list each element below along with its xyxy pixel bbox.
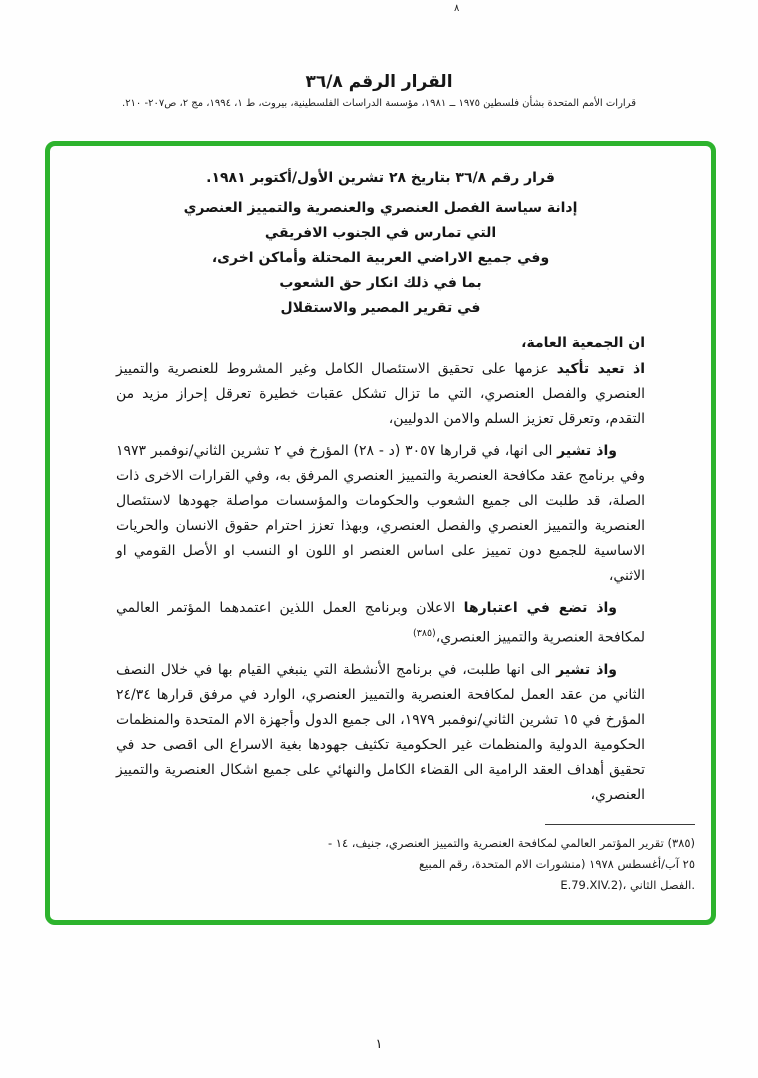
paragraph-text: الاعلان وبرنامج العمل اللذين اعتمدهما المؤتمر العالمي لمكافحة العنصرية والتمييز العنصري، — [116, 600, 645, 646]
body-paragraph — [116, 357, 645, 432]
paragraph-lead: واذ تشير — [556, 661, 617, 678]
resolution-number-title: القرار الرقم ٣٦/٨ — [305, 72, 453, 92]
resolution-date-line: قرار رقم ٣٦/٨ بتاريخ ٢٨ تشرين الأول/أكتوبر ١٩٨١. — [206, 170, 555, 186]
resolution-heading-line: بما في ذلك انكار حق الشعوب — [279, 275, 482, 291]
footnote-line: ٢٥ آب/أغسطس ١٩٧٨ (منشورات الام المتحدة، رقم المبيع — [418, 856, 695, 871]
resolution-heading-line: في تقرير المصير والاستقلال — [280, 300, 481, 316]
body-paragraph — [116, 596, 645, 651]
resolution-heading-line: التي تمارس في الجنوب الافريقي — [264, 225, 497, 241]
paragraph-text: الى انها طلبت، في برنامج الأنشطة التي ينبغي القيام بها في خلال النصف الثاني من عقد العمل لمكافحة العنصرية والتمييز العنصري، الوارد في مرفق قرارها ٢٤/٣٤ المؤرخ في ١٥ تشرين الثاني/نوفمبر ١٩٧٩، الى جميع الدول وأجهزة الام المتحدة والمنظمات الحكومية الدولية والمنظمات غير الحكومية تكثيف جهودها بغية الاسراع الى اقصى حد في تحقيق أهداف العقد الرامية الى القضاء الكامل والنهائي على جميع اشكال العنصرية والتمييز العنصري، — [116, 661, 645, 803]
source-citation: قرارات الأمم المتحدة بشأن فلسطين ١٩٧٥ ــ ١٩٨١، مؤسسة الدراسات الفلسطينية، بيروت، ط ١، ١٩٩٤، مج ٢، ص٢٠٧- ٢١٠. — [122, 98, 636, 109]
footnote-line: (٣٨٥) تقرير المؤتمر العالمي لمكافحة العنصرية والتمييز العنصري، جنيف، ١٤ - — [327, 835, 695, 850]
paragraph-lead: واذ تضع في اعتبارها — [463, 600, 618, 616]
footnote — [327, 833, 695, 896]
page-header — [0, 72, 758, 109]
resolution-heading-line: وفي جميع الاراضي العربية المحتلة وأماكن اخرى، — [211, 250, 550, 266]
footnote-line: E.79.XIV.2)، الفصل الثاني. — [560, 877, 695, 892]
resolution-heading — [116, 196, 645, 321]
top-page-mark: ٨ — [454, 3, 460, 14]
document-frame — [45, 141, 716, 925]
page-number: ١ — [375, 1037, 383, 1052]
paragraph-lead: واذ تشير — [557, 443, 617, 459]
document-content — [116, 170, 645, 808]
paragraph-lead: اذ تعيد تأكيد — [556, 361, 645, 377]
paragraph-text: الى انها، في قرارها ٣٠٥٧ (د - ٢٨) المؤرخ في ٢ تشرين الثاني/نوفمبر ١٩٧٣ وفي برنامج عقد مكافحة العنصرية والتمييز العنصري المرفق به، وفي القرارات الاخرى ذات الصلة، قد طلبت الى جميع الشعوب والحكومات والمؤسسات مواصلة جهودها لاستئصال العنصرية والتمييز العنصري والفصل العنصري، وبهذا تعزز احترام حقوق الانسان والحريات الاساسية للجميع دون تمييز على اساس العنصر او اللون او النسب او الأصل القومي او الاثني، — [116, 443, 645, 584]
paragraph-text: عزمها على تحقيق الاستئصال الكامل وغير المشروط للعنصرية والتمييز العنصري والفصل العنصري، التي ما تزال تشكل عقبات خطيرة تعرقل إحراز مزيد من التقدم، وتعرقل تعزيز السلم والامن الدوليين، — [116, 361, 645, 427]
footnote-separator — [545, 824, 695, 825]
body-paragraph — [116, 658, 645, 808]
body-paragraph — [116, 439, 645, 589]
resolution-heading-line: إدانة سياسة الفصل العنصري والعنصرية والتمييز العنصري — [183, 200, 578, 216]
opening-line: ان الجمعية العامة، — [521, 335, 645, 351]
footnote-reference: (٣٨٥) — [413, 628, 436, 639]
